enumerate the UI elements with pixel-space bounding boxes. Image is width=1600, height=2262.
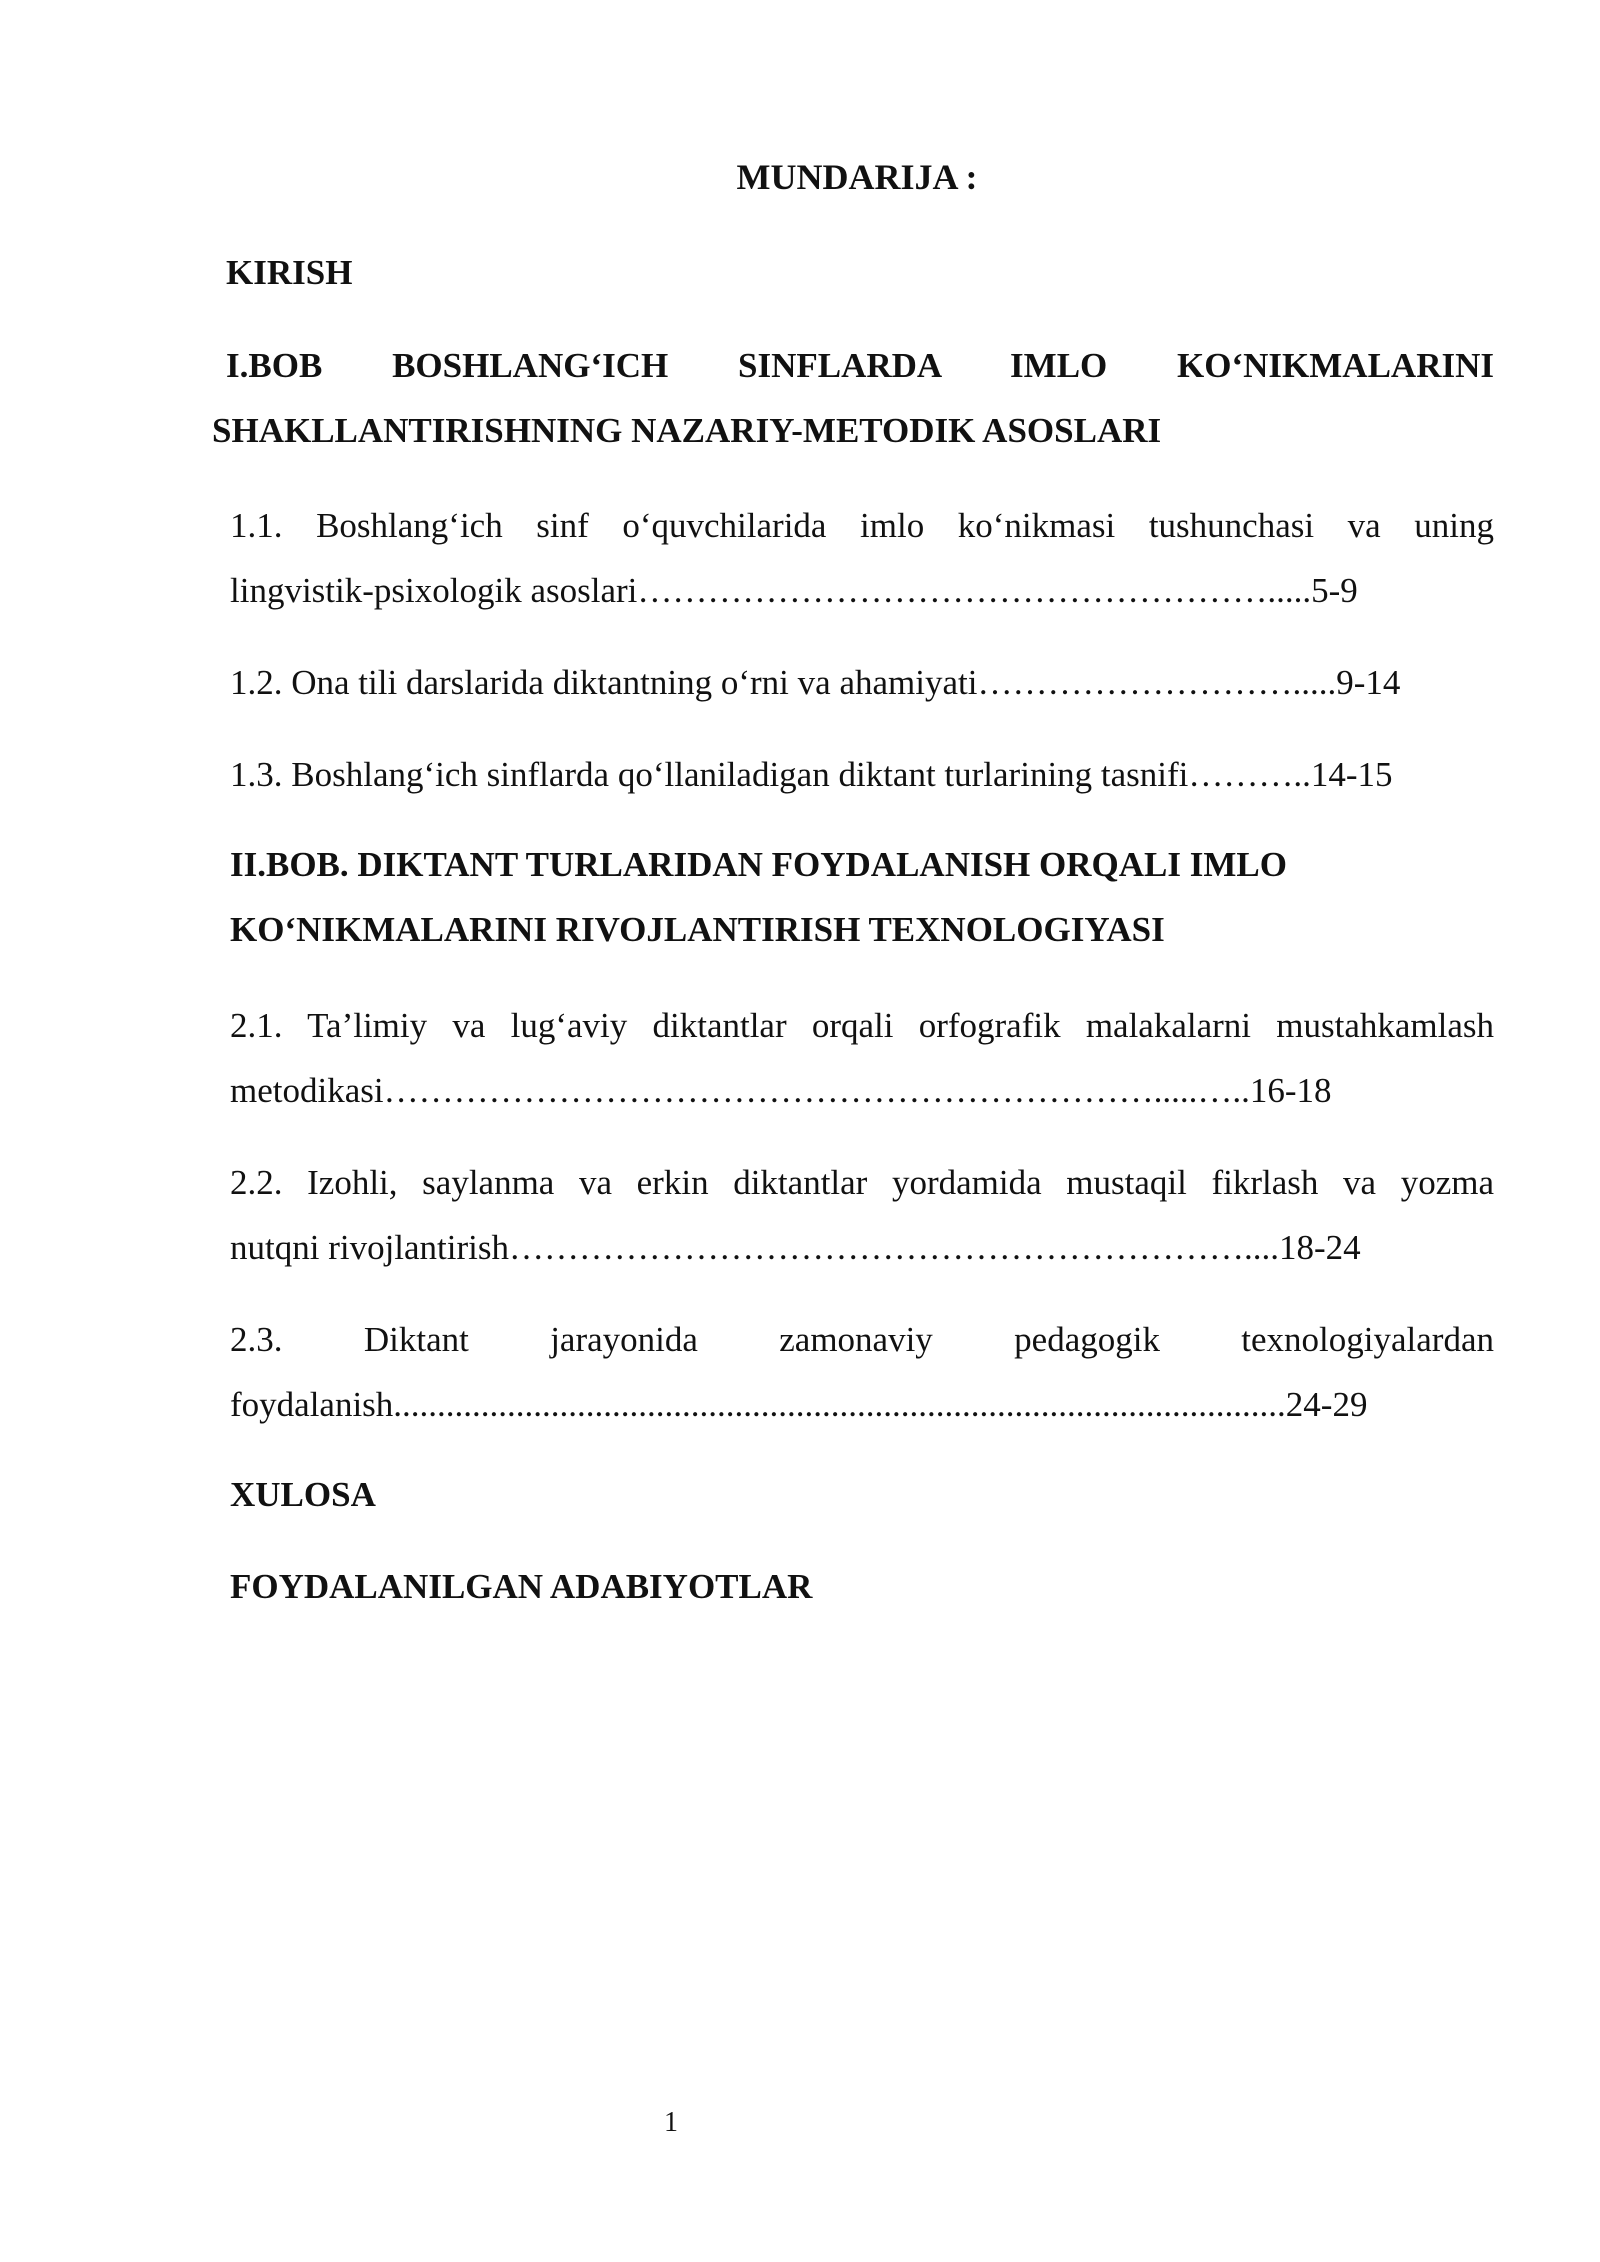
- toc-section-1-2: 1.2. Ona tili darslarida diktantning o‘rni va ahamiyati……………………….....9-14: [230, 663, 1401, 702]
- toc-section-1-3: 1.3. Boshlang‘ich sinflarda qo‘llaniladigan diktant turlarining tasnifi………..14-15: [230, 755, 1393, 794]
- page-number: 1: [664, 2107, 678, 2138]
- toc-section-2-1-line-1: 2.1. Ta’limiy va lug‘aviy diktantlar orqali orfografik malakalarni mustahkamlash: [230, 1006, 1494, 1045]
- toc-section-1-1-line-2: lingvistik-psixologik asoslari……………………………………………….....5-9: [230, 571, 1358, 610]
- toc-section-2-2: [230, 1150, 1494, 1280]
- toc-section-2-2-line-2: nutqni rivojlantirish………………………………………………………....18-24: [230, 1228, 1361, 1267]
- toc-section-2-3: [230, 1307, 1494, 1437]
- toc-intro: KIRISH: [226, 253, 353, 292]
- page-title: MUNDARIJA :: [736, 157, 978, 197]
- toc-conclusion: XULOSA: [230, 1475, 376, 1514]
- toc-references: FOYDALANILGAN ADABIYOTLAR: [230, 1567, 813, 1606]
- toc-section-2-3-line-1: 2.3. Diktant jarayonida zamonaviy pedagogik texnologiyalardan: [230, 1320, 1494, 1359]
- toc-section-2-1: [230, 993, 1494, 1123]
- toc-section-2-1-line-2: metodikasi………………………………………………………….....…..16-18: [230, 1071, 1332, 1110]
- toc-chapter-1-line-2: SHAKLLANTIRISHNING NAZARIY-METODIK ASOSLARI: [212, 411, 1162, 450]
- toc-chapter-1: [226, 333, 1494, 398]
- toc-chapter-2-line-1: II.BOB. DIKTANT TURLARIDAN FOYDALANISH ORQALI IMLO: [230, 845, 1287, 884]
- toc-chapter-1-line-1: I.BOB BOSHLANG‘ICH SINFLARDA IMLO KO‘NIKMALARINI: [226, 346, 1494, 385]
- toc-section-1-1: [230, 493, 1494, 623]
- toc-section-2-3-line-2: foydalanish......................................................................................................24-29: [230, 1385, 1368, 1424]
- toc-section-1-1-line-1: 1.1. Boshlang‘ich sinf o‘quvchilarida imlo ko‘nikmasi tushunchasi va uning: [230, 506, 1494, 545]
- toc-section-2-2-line-1: 2.2. Izohli, saylanma va erkin diktantlar yordamida mustaqil fikrlash va yozma: [230, 1163, 1494, 1202]
- toc-chapter-2-line-2: KO‘NIKMALARINI RIVOJLANTIRISH TEXNOLOGIYASI: [230, 910, 1165, 949]
